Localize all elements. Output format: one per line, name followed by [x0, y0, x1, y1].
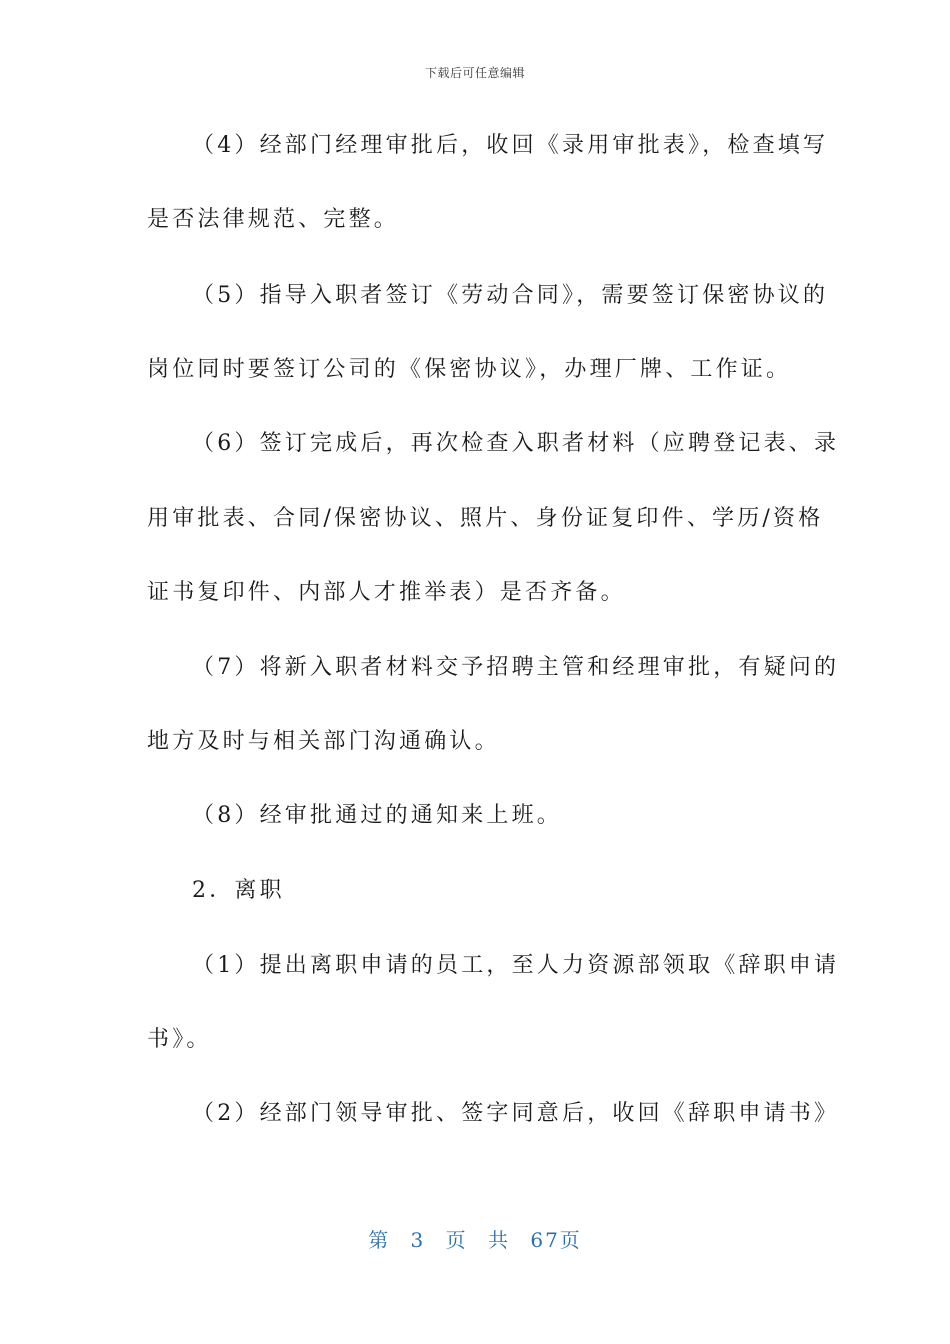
paragraph-7-line-2: 地方及时与相关部门沟通确认。 — [147, 729, 500, 754]
footer-label-ye: 页 — [445, 1228, 468, 1252]
paragraph-5-line-1: （5）指导入职者签订《劳动合同》，需要签订保密协议的 — [192, 283, 829, 308]
section-2-heading: 2．离职 — [192, 878, 285, 903]
footer-total-pages: 67页 — [530, 1228, 582, 1252]
header-note: 下载后可任意编辑 — [424, 66, 525, 80]
footer-label-di: 第 — [368, 1228, 391, 1252]
footer-current-page: 3 — [410, 1228, 426, 1252]
resign-paragraph-2-line-1: （2）经部门领导审批、签字同意后，收回《辞职申请书》 — [192, 1101, 840, 1126]
paragraph-6-line-2: 用审批表、合同/保密协议、照片、身份证复印件、学历/资格 — [147, 506, 824, 531]
paragraph-8-line-1: （8）经审批通过的通知来上班。 — [192, 803, 562, 828]
resign-paragraph-1-line-1: （1）提出离职申请的员工，至人力资源部领取《辞职申请 — [192, 953, 840, 978]
paragraph-6-line-3: 证书复印件、内部人才推举表）是否齐备。 — [147, 580, 626, 605]
paragraph-7-line-1: （7）将新入职者材料交予招聘主管和经理审批，有疑问的 — [192, 655, 840, 680]
footer-label-gong: 共 — [488, 1228, 510, 1252]
resign-paragraph-1-line-2: 书》。 — [147, 1027, 212, 1052]
paragraph-6-line-1: （6）签订完成后，再次检查入职者材料（应聘登记表、录 — [192, 431, 840, 456]
paragraph-5-line-2: 岗位同时要签订公司的《保密协议》，办理厂牌、工作证。 — [147, 357, 792, 382]
page-footer — [0, 1224, 950, 1253]
paragraph-4-line-2: 是否法律规范、完整。 — [147, 207, 400, 232]
paragraph-4-line-1: （4）经部门经理审批后，收回《录用审批表》，检查填写 — [192, 133, 829, 158]
